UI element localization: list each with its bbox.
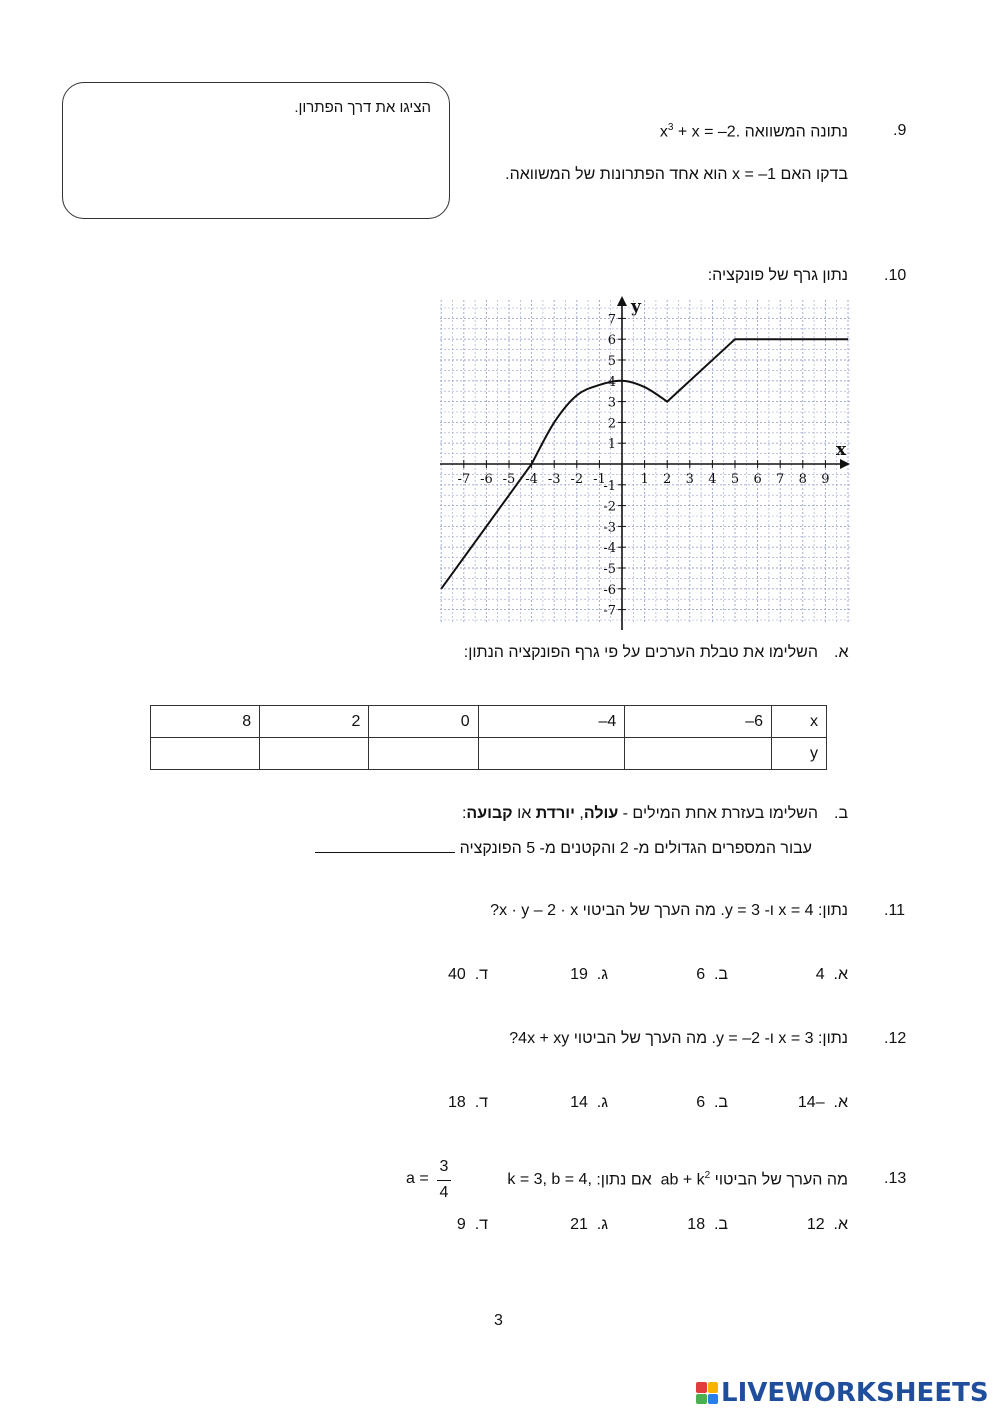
y-tick-label: 2 (607, 416, 616, 432)
logo-square (696, 1394, 707, 1405)
option-letter: ד. (474, 1094, 488, 1111)
q13-text (507, 1170, 848, 1189)
solution-box[interactable] (62, 82, 450, 219)
y-tick-label: 7 (607, 312, 616, 328)
answer-blank[interactable] (315, 838, 455, 853)
table-input-y8[interactable] (151, 738, 260, 770)
q11-option-a[interactable] (816, 966, 848, 984)
x-tick-label: 6 (753, 472, 762, 487)
x-tick-label: 7 (776, 472, 785, 487)
option-value: 6 (696, 966, 706, 983)
q13-option-c[interactable] (570, 1216, 608, 1234)
option-value: 19 (570, 966, 588, 983)
y-axis-arrow (617, 296, 627, 306)
x-tick-label: -1 (593, 472, 606, 487)
option-letter: א. (833, 966, 848, 983)
x-tick-label: 1 (640, 472, 649, 487)
q13-a-label: a = (406, 1170, 429, 1187)
x-axis-arrow (840, 459, 850, 469)
y-tick-label: -5 (603, 562, 616, 577)
y-axis-label: y (631, 297, 641, 317)
option-value: 12 (806, 1216, 825, 1233)
option-value: –14 (797, 1094, 825, 1111)
x-tick-label: -5 (502, 472, 516, 487)
q10-number: .10 (884, 267, 907, 284)
option-value: 18 (448, 1094, 466, 1111)
x-tick-label: 4 (708, 472, 717, 487)
table-cell-x0: 0 (369, 706, 478, 738)
option-value: 4 (815, 966, 825, 983)
option-letter: ג. (596, 1094, 608, 1111)
q9-eq-base: x (659, 123, 668, 141)
option-letter: ד. (474, 966, 488, 983)
x-tick-label: -2 (570, 472, 584, 487)
q9-eq-rest: + x = –2 (673, 123, 736, 141)
x-tick-label: -4 (525, 472, 538, 487)
table-cell-x-4: –4 (478, 706, 625, 738)
q13-mid: אם נתון: (596, 1171, 652, 1189)
y-tick-label: -7 (603, 603, 616, 619)
y-tick-label: -6 (603, 582, 616, 598)
table-input-y-4[interactable] (478, 738, 625, 770)
q9-equation: $x^3 + x = -2$. (659, 122, 741, 141)
logo-square (708, 1382, 719, 1393)
q13-option-a[interactable] (807, 1216, 848, 1234)
y-tick-label: 1 (607, 437, 616, 453)
y-tick-label: -1 (603, 478, 616, 494)
liveworksheets-logo-icon (696, 1382, 718, 1404)
fraction-bar (437, 1180, 451, 1181)
q11-option-d[interactable] (448, 966, 488, 984)
word-rising: עולה (583, 805, 619, 822)
y-tick-label: 6 (607, 333, 616, 349)
q12-option-c[interactable] (570, 1094, 608, 1112)
q12-option-b[interactable] (696, 1094, 728, 1112)
q9-number: .9 (893, 122, 907, 139)
q9-eq-exp: 3 (667, 122, 674, 133)
word-or: או (517, 805, 532, 822)
q9-line2: בדקו האם x = –1 הוא אחד הפתרונות של המשוואה. (505, 166, 848, 183)
table-row-y (151, 738, 827, 770)
fraction-denominator: 4 (439, 1184, 449, 1201)
q13-option-b[interactable] (687, 1216, 728, 1234)
q10-part-b-line2 (315, 838, 812, 858)
q10-intro: נתון גרף של פונקציה: (707, 267, 848, 284)
function-graph (432, 292, 852, 632)
x-tick-label: -6 (480, 472, 493, 487)
q11-option-c[interactable] (570, 966, 608, 984)
q12-text: נתון: x = 3 ו- y = –2. מה הערך של הביטוי 4x + xy? (509, 1030, 848, 1047)
option-value: 9 (456, 1216, 466, 1233)
q13-expr-exp: 2 (704, 1170, 711, 1181)
option-letter: א. (833, 1216, 848, 1233)
word-falling: יורדת (535, 805, 575, 822)
q13-expression (661, 1170, 711, 1189)
q12-number: .12 (884, 1030, 907, 1047)
y-tick-label: -4 (603, 541, 616, 557)
values-table (150, 705, 827, 770)
option-value: 6 (696, 1094, 706, 1111)
option-value: 40 (448, 966, 466, 983)
q10-part-b-prefix: השלימו בעזרת אחת המילים - (622, 805, 818, 822)
table-cell-x-6: –6 (625, 706, 772, 738)
q11-number: .11 (884, 902, 906, 919)
option-value: 14 (570, 1094, 588, 1111)
logo-square (708, 1394, 719, 1405)
option-letter: ד. (474, 1216, 488, 1233)
table-input-y-6[interactable] (625, 738, 772, 770)
option-letter: א. (833, 1094, 848, 1111)
q13-prefix: מה הערך של הביטוי (714, 1171, 848, 1189)
q10-part-b-sentence: עבור המספרים הגדולים מ- 2 והקטנים מ- 5 הפונקציה (459, 840, 812, 857)
x-tick-label: -7 (457, 472, 471, 487)
option-letter: ב. (713, 1094, 728, 1111)
y-tick-label: 4 (607, 374, 616, 390)
q11-option-b[interactable] (696, 966, 728, 984)
brand-name: LIVEWORKSHEETS (721, 1378, 989, 1408)
x-tick-label: 5 (730, 472, 740, 487)
q12-option-a[interactable] (798, 1094, 848, 1112)
x-tick-label: 8 (798, 472, 807, 487)
q13-option-d[interactable] (457, 1216, 488, 1234)
x-tick-label: -3 (547, 472, 561, 487)
x-axis-label: x (836, 440, 847, 460)
q9-line1-prefix: נתונה המשוואה (744, 123, 848, 141)
x-tick-label: 2 (663, 472, 672, 487)
q12-option-d[interactable] (448, 1094, 488, 1112)
q10-part-b-letter: ב. (834, 805, 849, 822)
option-letter: ג. (596, 966, 608, 983)
fraction-numerator: 3 (439, 1158, 449, 1175)
x-tick-label: 3 (685, 472, 694, 487)
q11-text: נתון: x = 4 ו- y = 3. מה הערך של הביטוי x · y – 2 · x? (490, 902, 848, 919)
table-row-x (151, 706, 827, 738)
x-tick-label: 9 (821, 472, 830, 487)
table-header-y: y (772, 738, 827, 770)
table-header-x: x (772, 706, 827, 738)
y-tick-label: -3 (603, 520, 616, 536)
y-tick-label: -2 (603, 499, 616, 515)
table-input-y0[interactable] (369, 738, 478, 770)
y-tick-label: 3 (607, 395, 616, 411)
option-value: 18 (687, 1216, 706, 1233)
q13-givens: k = 3, b = 4, (507, 1171, 592, 1189)
q13-expr-base: ab + k (660, 1171, 705, 1189)
page-number: 3 (494, 1312, 503, 1329)
word-constant: קבועה (466, 805, 513, 822)
logo-square (696, 1382, 707, 1393)
y-tick-label: 5 (607, 354, 616, 369)
option-letter: ב. (713, 966, 728, 983)
q9-line1 (660, 122, 848, 141)
brand-footer[interactable] (696, 1378, 989, 1408)
option-letter: ב. (713, 1216, 728, 1233)
q13-number: .13 (884, 1170, 907, 1187)
option-value: 21 (570, 1216, 588, 1233)
q10-part-a: השלימו את טבלת הערכים על פי גרף הפונקציה הנתון: (463, 644, 818, 661)
table-cell-x2: 2 (260, 706, 369, 738)
q10-part-a-letter: א. (834, 644, 849, 661)
table-input-y2[interactable] (260, 738, 369, 770)
solution-box-label: הציגו את דרך הפתרון. (294, 99, 431, 116)
table-cell-x8: 8 (151, 706, 260, 738)
option-letter: ג. (596, 1216, 608, 1233)
q10-part-b: השלימו בעזרת אחת המילים - עולה, יורדת או קבועה: (461, 805, 818, 822)
